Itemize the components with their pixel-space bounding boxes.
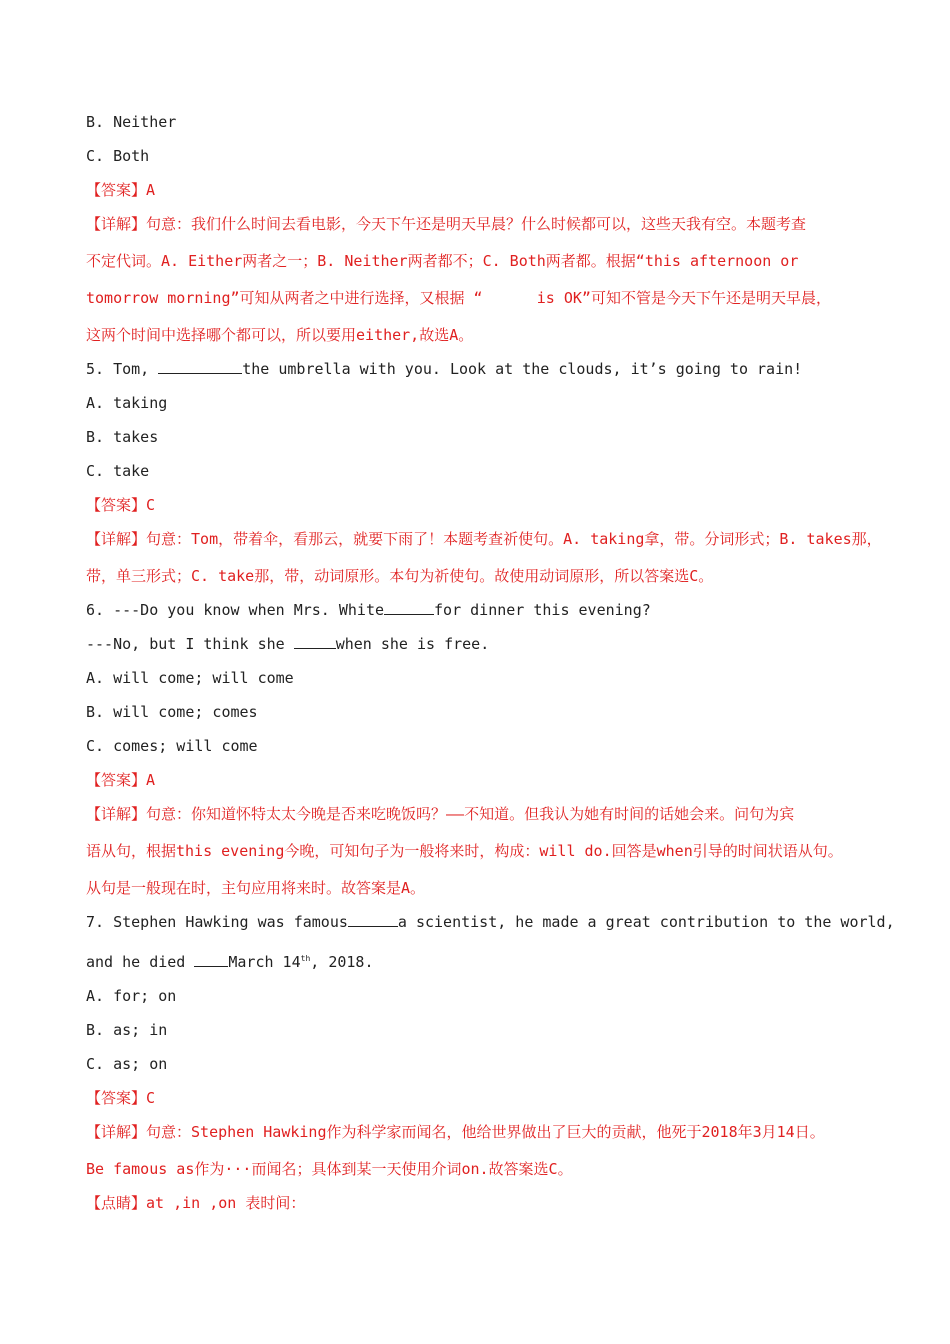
detail-label: 【详解】: [86, 530, 147, 548]
answer-value: C: [146, 496, 156, 514]
q7-option-c: C. as; on: [86, 1055, 168, 1073]
detail-label: 【详解】: [86, 1123, 147, 1141]
q5-option-c: C. take: [86, 462, 150, 480]
answer-blank: [158, 359, 242, 374]
q4-answer: [86, 180, 876, 200]
q5-detail: [86, 529, 882, 586]
q5-option-b: B. takes: [86, 428, 159, 446]
detail-line: 【详解】句意：你知道怀特太太今晚是否来吃晚饭吗？——不知道。但我认为她有时间的话她会来。问句为宾: [86, 805, 795, 823]
detail-line: 【详解】句意：我们什么时间去看电影，今天下午还是明天早晨？什么时候都可以，这些天我有空。本题考查: [86, 215, 807, 233]
q6-option-a: A. will come; will come: [86, 669, 294, 687]
detail-label: 【详解】: [86, 805, 147, 823]
document-page: [86, 112, 895, 1213]
detail-line: 这两个时间中选择哪个都可以，所以要用either,故选A。: [86, 326, 474, 344]
detail-line: 【详解】句意：Tom，带着伞，看那云，就要下雨了！本题考查祈使句。A. taking拿，带。分词形式；B. takes那，: [86, 530, 882, 548]
detail-line: Be famous as作为···而闻名；具体到某一天使用介词on.故答案选C。: [86, 1160, 573, 1178]
answer-blank: [384, 600, 434, 615]
answer-blank: [194, 952, 228, 967]
detail-line: 不定代词。A. Either两者之一；B. Neither两者都不；C. Both两者都。根据“this afternoon or: [86, 252, 799, 270]
q4-option-b: B. Neither: [86, 113, 177, 131]
answer-blank: [348, 912, 398, 927]
detail-line: 语从句，根据this evening今晚，可知句子为一般将来时，构成：will do.回答是when引导的时间状语从句。: [86, 842, 843, 860]
q5-answer: [86, 495, 876, 515]
q7-answer: [86, 1088, 876, 1108]
q7-stem-1: 7. Stephen Hawking was famous a scientist, he made a great contribution to the world,: [86, 913, 895, 931]
answer-label: 【答案】: [86, 181, 147, 199]
tip-label: 【点睛】: [86, 1194, 147, 1212]
answer-blank: [294, 634, 336, 649]
q7-detail: [86, 1122, 876, 1179]
q4-option-c: C. Both: [86, 147, 150, 165]
answer-label: 【答案】: [86, 771, 147, 789]
q4-detail: [86, 214, 876, 345]
answer-label: 【答案】: [86, 496, 147, 514]
detail-line: tomorrow morning”可知从两者之中进行选择，又根据 “ is OK”可知不管是今天下午还是明天早晨，: [86, 289, 831, 307]
detail-line: 从句是一般现在时，主句应用将来时。故答案是A。: [86, 879, 426, 897]
q6-answer: [86, 770, 876, 790]
q6-stem-1: 6. ---Do you know when Mrs. White for dinner this evening?: [86, 601, 651, 619]
detail-line: 带，单三形式；C. take那，带，动词原形。本句为祈使句。故使用动词原形，所以答案选C。: [86, 567, 714, 585]
q6-stem-2: ---No, but I think she when she is free.: [86, 635, 490, 653]
answer-value: C: [146, 1089, 156, 1107]
q6-option-b: B. will come; comes: [86, 703, 258, 721]
q5-stem: 5. Tom, the umbrella with you. Look at the clouds, it’s going to rain!: [86, 360, 803, 378]
q7-option-a: A. for; on: [86, 987, 177, 1005]
q5-option-a: A. taking: [86, 394, 168, 412]
q6-detail: [86, 804, 876, 898]
answer-value: A: [146, 181, 156, 199]
detail-label: 【详解】: [86, 215, 147, 233]
q7-option-b: B. as; in: [86, 1021, 168, 1039]
answer-label: 【答案】: [86, 1089, 147, 1107]
q6-option-c: C. comes; will come: [86, 737, 258, 755]
q7-stem-2: and he died March 14th, 2018.: [86, 953, 374, 971]
answer-value: A: [146, 771, 156, 789]
detail-line: 【详解】句意：Stephen Hawking作为科学家而闻名，他给世界做出了巨大的贡献，他死于2018年3月14日。: [86, 1123, 825, 1141]
q7-tip: 【点睛】at ,in ,on 表时间：: [86, 1194, 306, 1212]
